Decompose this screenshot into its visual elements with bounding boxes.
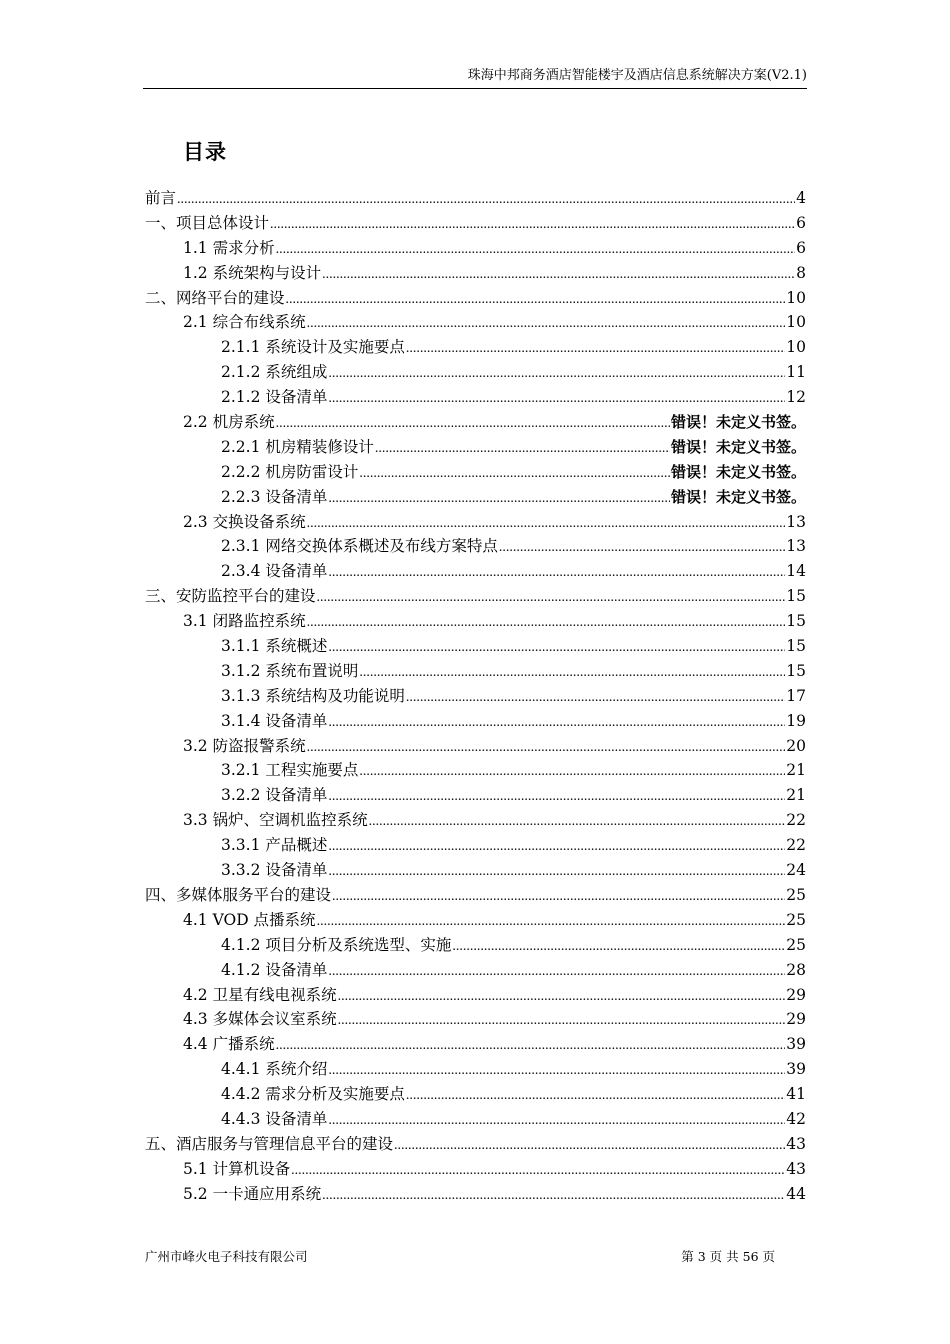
toc-entry[interactable] bbox=[145, 584, 806, 609]
toc-entry[interactable] bbox=[145, 1157, 806, 1182]
toc-entry[interactable] bbox=[145, 310, 806, 335]
toc-entry-page: 42 bbox=[786, 1109, 806, 1128]
toc-leader-dots bbox=[270, 211, 795, 238]
toc-entry-page: 25 bbox=[786, 935, 806, 954]
toc-leader-dots bbox=[338, 983, 786, 1010]
toc-entry-page: 错误！未定义书签。 bbox=[670, 437, 806, 456]
toc-entry-page: 错误！未定义书签。 bbox=[670, 487, 806, 506]
toc-leader-dots bbox=[286, 286, 786, 313]
toc-entry[interactable] bbox=[145, 783, 806, 808]
toc-leader-dots bbox=[317, 584, 786, 611]
toc-entry[interactable] bbox=[145, 933, 806, 958]
toc-entry-label: 四、多媒体服务平台的建设 bbox=[145, 885, 332, 904]
toc-entry-label: 3.2.2 设备清单 bbox=[221, 786, 328, 805]
toc-leader-dots bbox=[375, 435, 670, 462]
toc-entry-page: 6 bbox=[796, 238, 806, 257]
toc-entry[interactable] bbox=[145, 236, 806, 261]
toc-leader-dots bbox=[177, 186, 795, 213]
toc-entry-page: 17 bbox=[786, 686, 806, 705]
toc-entry-label: 3.1.3 系统结构及功能说明 bbox=[221, 686, 405, 705]
toc-leader-dots bbox=[307, 734, 786, 761]
toc-entry-label: 4.4.2 需求分析及实施要点 bbox=[221, 1085, 405, 1104]
toc-entry-page: 错误！未定义书签。 bbox=[670, 462, 806, 481]
toc-entry-label: 一、项目总体设计 bbox=[145, 213, 270, 232]
toc-entry[interactable] bbox=[145, 734, 806, 759]
toc-entry-page: 14 bbox=[786, 562, 806, 581]
toc-entry[interactable] bbox=[145, 460, 806, 485]
toc-entry[interactable] bbox=[145, 186, 806, 211]
toc-entry-page: 错误！未定义书签。 bbox=[670, 413, 806, 432]
toc-entry-page: 39 bbox=[786, 1035, 806, 1054]
toc-leader-dots bbox=[328, 485, 670, 512]
toc-entry-label: 2.1.1 系统设计及实施要点 bbox=[221, 338, 405, 357]
toc-entry-label: 4.4.3 设备清单 bbox=[221, 1109, 328, 1128]
toc-leader-dots bbox=[406, 335, 785, 362]
toc-entry-label: 2.1.2 系统组成 bbox=[221, 363, 328, 382]
toc-leader-dots bbox=[328, 385, 785, 412]
toc-entry-page: 44 bbox=[786, 1184, 806, 1203]
toc-leader-dots bbox=[307, 510, 786, 537]
toc-entry-page: 11 bbox=[786, 363, 806, 382]
toc-leader-dots bbox=[276, 410, 670, 437]
toc-entry-page: 25 bbox=[786, 910, 806, 929]
toc-entry[interactable] bbox=[145, 833, 806, 858]
toc-leader-dots bbox=[317, 908, 786, 935]
toc-entry[interactable] bbox=[145, 709, 806, 734]
toc-entry-page: 29 bbox=[786, 985, 806, 1004]
toc-entry-page: 21 bbox=[786, 761, 806, 780]
toc-entry[interactable] bbox=[145, 410, 806, 435]
toc-entry-page: 43 bbox=[786, 1134, 806, 1153]
toc-entry[interactable] bbox=[145, 1107, 806, 1132]
toc-entry[interactable] bbox=[145, 261, 806, 286]
toc-entry-label: 3.3.1 产品概述 bbox=[221, 836, 328, 855]
toc-entry[interactable] bbox=[145, 385, 806, 410]
toc-entry-label: 3.2.1 工程实施要点 bbox=[221, 761, 359, 780]
toc-entry[interactable] bbox=[145, 1057, 806, 1082]
page-number: 第 3 页 共 56 页 bbox=[681, 1249, 775, 1264]
toc-entry-label: 3.1.1 系统概述 bbox=[221, 637, 328, 656]
toc-entry[interactable] bbox=[145, 1007, 806, 1032]
toc-leader-dots bbox=[359, 460, 670, 487]
toc-leader-dots bbox=[328, 1057, 785, 1084]
toc-entry-label: 4.3 多媒体会议室系统 bbox=[183, 1010, 337, 1029]
toc-entry[interactable] bbox=[145, 211, 806, 236]
toc-entry-label: 3.2 防盗报警系统 bbox=[183, 736, 306, 755]
toc-entry-page: 28 bbox=[786, 960, 806, 979]
toc-entry[interactable] bbox=[145, 758, 806, 783]
toc-leader-dots bbox=[499, 534, 785, 561]
toc-entry[interactable] bbox=[145, 883, 806, 908]
toc-leader-dots bbox=[369, 808, 786, 835]
toc-entry[interactable] bbox=[145, 908, 806, 933]
toc-leader-dots bbox=[276, 1032, 786, 1059]
toc-entry-label: 2.1 综合布线系统 bbox=[183, 313, 306, 332]
toc-entry-label: 1.1 需求分析 bbox=[183, 238, 275, 257]
toc-leader-dots bbox=[328, 858, 785, 885]
toc-entry[interactable] bbox=[145, 286, 806, 311]
toc-entry-label: 4.2 卫星有线电视系统 bbox=[183, 985, 337, 1004]
toc-entry[interactable] bbox=[145, 1182, 806, 1207]
toc-leader-dots bbox=[276, 236, 796, 263]
toc-entry-page: 21 bbox=[786, 786, 806, 805]
toc-entry[interactable] bbox=[145, 435, 806, 460]
toc-entry-label: 3.3 锅炉、空调机监控系统 bbox=[183, 811, 368, 830]
toc-leader-dots bbox=[328, 958, 785, 985]
toc-entry-label: 4.1.2 项目分析及系统选型、实施 bbox=[221, 935, 452, 954]
toc-entry-label: 3.3.2 设备清单 bbox=[221, 861, 328, 880]
toc-entry-label: 2.3 交换设备系统 bbox=[183, 512, 306, 531]
toc-entry-label: 5.2 一卡通应用系统 bbox=[183, 1184, 322, 1203]
toc-entry-page: 19 bbox=[786, 711, 806, 730]
toc-entry[interactable] bbox=[145, 485, 806, 510]
toc-entry-page: 15 bbox=[786, 587, 806, 606]
toc-entry[interactable] bbox=[145, 534, 806, 559]
toc-entry-label: 2.2.2 机房防雷设计 bbox=[221, 462, 359, 481]
toc-entry-label: 2.2 机房系统 bbox=[183, 413, 275, 432]
toc-entry-page: 24 bbox=[786, 861, 806, 880]
toc-entry[interactable] bbox=[145, 1032, 806, 1057]
toc-leader-dots bbox=[328, 783, 785, 810]
toc-entry-label: 3.1.4 设备清单 bbox=[221, 711, 328, 730]
toc-entry[interactable] bbox=[145, 958, 806, 983]
toc-entry[interactable] bbox=[145, 510, 806, 535]
toc-entry-page: 39 bbox=[786, 1060, 806, 1079]
toc-entry-label: 前言 bbox=[145, 189, 177, 207]
toc-leader-dots bbox=[328, 559, 785, 586]
toc-entry-label: 2.2.1 机房精装修设计 bbox=[221, 437, 374, 456]
toc-leader-dots bbox=[307, 310, 786, 337]
toc-entry-label: 2.3.4 设备清单 bbox=[221, 562, 328, 581]
toc-entry-page: 43 bbox=[786, 1159, 806, 1178]
toc-entry-label: 3.1 闭路监控系统 bbox=[183, 612, 306, 631]
toc-leader-dots bbox=[328, 634, 785, 661]
toc-entry[interactable] bbox=[145, 983, 806, 1008]
toc-entry-page: 8 bbox=[796, 263, 806, 282]
toc-leader-dots bbox=[452, 933, 785, 960]
toc-entry[interactable] bbox=[145, 634, 806, 659]
toc-entry-label: 三、安防监控平台的建设 bbox=[145, 587, 316, 606]
toc-entry-page: 25 bbox=[786, 885, 806, 904]
toc-leader-dots bbox=[359, 758, 785, 785]
toc-entry[interactable] bbox=[145, 659, 806, 684]
toc-entry-label: 4.4.1 系统介绍 bbox=[221, 1060, 328, 1079]
toc-entry-label: 五、酒店服务与管理信息平台的建设 bbox=[145, 1134, 394, 1153]
toc-leader-dots bbox=[322, 1182, 785, 1209]
toc-entry-page: 22 bbox=[786, 836, 806, 855]
toc-entry[interactable] bbox=[145, 559, 806, 584]
toc-entry-page: 10 bbox=[786, 338, 806, 357]
toc-entry-label: 5.1 计算机设备 bbox=[183, 1159, 291, 1178]
toc-entry-label: 4.1 VOD 点播系统 bbox=[183, 910, 316, 929]
toc-entry-label: 2.2.3 设备清单 bbox=[221, 487, 328, 506]
table-of-contents bbox=[145, 186, 806, 1207]
toc-entry-page: 13 bbox=[786, 537, 806, 556]
toc-heading: 目录 bbox=[183, 139, 227, 164]
toc-entry-page: 10 bbox=[786, 288, 806, 307]
toc-entry[interactable] bbox=[145, 684, 806, 709]
toc-entry[interactable] bbox=[145, 1132, 806, 1157]
toc-entry-page: 15 bbox=[786, 661, 806, 680]
toc-leader-dots bbox=[406, 1082, 785, 1109]
toc-entry-page: 12 bbox=[786, 388, 806, 407]
toc-entry[interactable] bbox=[145, 808, 806, 833]
toc-entry-page: 20 bbox=[786, 736, 806, 755]
toc-entry-page: 15 bbox=[786, 637, 806, 656]
toc-entry-label: 2.1.2 设备清单 bbox=[221, 388, 328, 407]
toc-entry[interactable] bbox=[145, 360, 806, 385]
page-footer bbox=[145, 1247, 775, 1265]
toc-leader-dots bbox=[338, 1007, 786, 1034]
toc-leader-dots bbox=[307, 609, 786, 636]
toc-leader-dots bbox=[322, 261, 795, 288]
toc-leader-dots bbox=[328, 1107, 785, 1134]
toc-leader-dots bbox=[359, 659, 785, 686]
toc-entry-page: 10 bbox=[786, 313, 806, 332]
toc-entry-label: 3.1.2 系统布置说明 bbox=[221, 661, 359, 680]
toc-entry-page: 6 bbox=[796, 213, 806, 232]
toc-entry-page: 4 bbox=[796, 189, 806, 207]
toc-leader-dots bbox=[406, 684, 785, 711]
company-name: 广州市峰火电子科技有限公司 bbox=[145, 1249, 308, 1264]
toc-leader-dots bbox=[291, 1157, 785, 1184]
toc-entry-page: 13 bbox=[786, 512, 806, 531]
toc-entry-page: 22 bbox=[786, 811, 806, 830]
toc-entry-page: 15 bbox=[786, 612, 806, 631]
toc-entry-label: 二、网络平台的建设 bbox=[145, 288, 285, 307]
toc-leader-dots bbox=[394, 1132, 785, 1159]
page-header bbox=[143, 66, 807, 89]
toc-entry-label: 1.2 系统架构与设计 bbox=[183, 263, 322, 282]
toc-leader-dots bbox=[332, 883, 785, 910]
toc-entry[interactable] bbox=[145, 335, 806, 360]
toc-leader-dots bbox=[328, 709, 785, 736]
toc-entry-page: 41 bbox=[786, 1085, 806, 1104]
toc-entry[interactable] bbox=[145, 1082, 806, 1107]
toc-entry-label: 4.4 广播系统 bbox=[183, 1035, 275, 1054]
toc-entry[interactable] bbox=[145, 609, 806, 634]
toc-entry-label: 4.1.2 设备清单 bbox=[221, 960, 328, 979]
toc-entry-label: 2.3.1 网络交换体系概述及布线方案特点 bbox=[221, 537, 498, 556]
document-title: 珠海中邦商务酒店智能楼宇及酒店信息系统解决方案(V2.1) bbox=[467, 68, 807, 83]
toc-leader-dots bbox=[328, 360, 785, 387]
toc-leader-dots bbox=[328, 833, 785, 860]
toc-entry-page: 29 bbox=[786, 1010, 806, 1029]
toc-entry[interactable] bbox=[145, 858, 806, 883]
